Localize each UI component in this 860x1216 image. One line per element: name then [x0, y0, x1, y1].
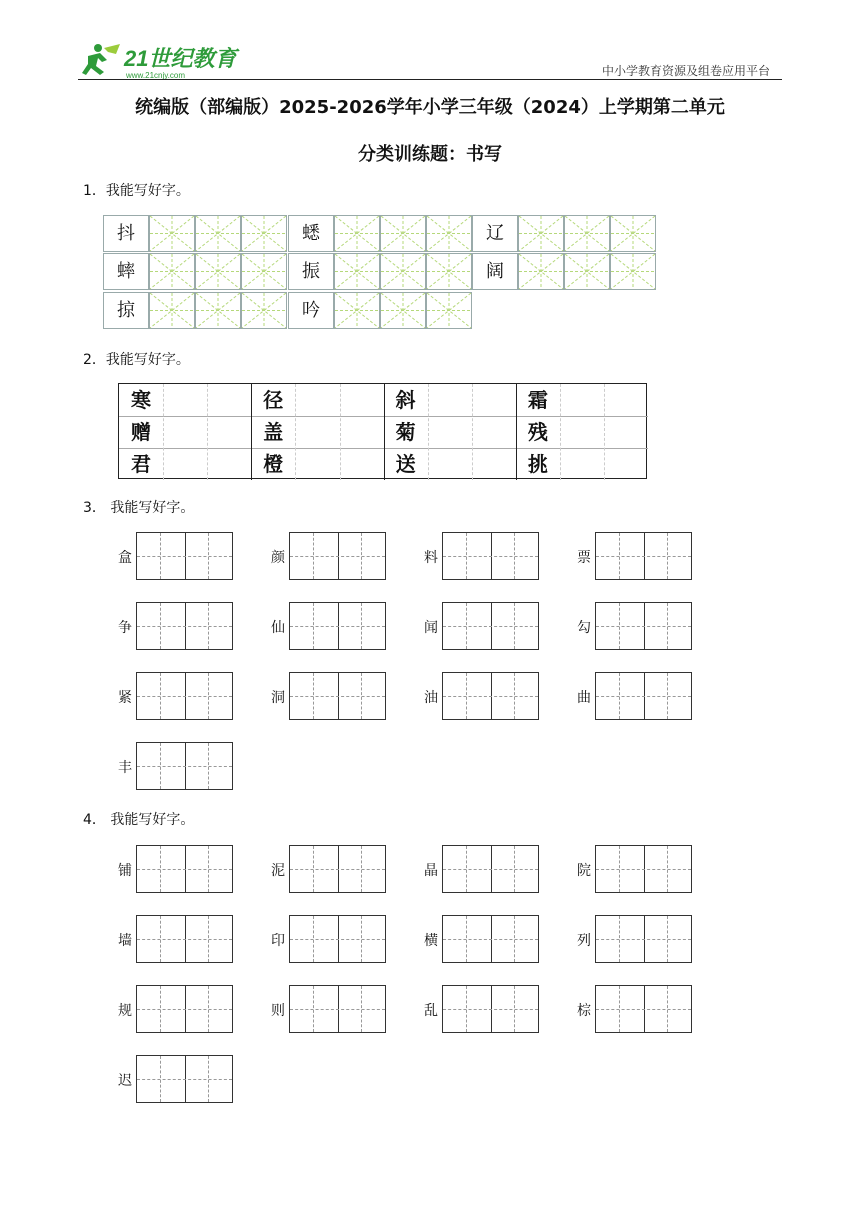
q2-label: 2．我能写好字。 [83, 352, 190, 368]
grid-guide-line [160, 986, 161, 1032]
logo-text: 21世纪教育 [124, 46, 237, 71]
grid-guide-line [466, 846, 467, 892]
q4-writing-box[interactable] [289, 985, 386, 1033]
grid-guide-line [514, 846, 515, 892]
grid-guide-line [619, 916, 620, 962]
q4-character: 乱 [424, 1003, 438, 1019]
q4-writing-box[interactable] [136, 845, 233, 893]
q4-character: 迟 [118, 1073, 132, 1089]
q3-character: 票 [577, 550, 591, 566]
grid-guide-line [514, 916, 515, 962]
q3-character: 盒 [118, 550, 132, 566]
grid-guide-line [290, 1009, 385, 1010]
q1-label: 1．我能写好字。 [83, 183, 190, 199]
q3-character: 料 [424, 550, 438, 566]
q3-character: 丰 [118, 760, 132, 776]
q1-character: 抖 [117, 223, 135, 244]
grid-guide-line [208, 986, 209, 1032]
q2-character: 盖 [263, 420, 284, 444]
q3-character: 争 [118, 620, 132, 636]
grid-guide-line [160, 1056, 161, 1102]
q2-character: 挑 [527, 452, 548, 476]
grid-guide-line [160, 846, 161, 892]
grid-guide-line [313, 846, 314, 892]
q3-character: 紧 [118, 690, 132, 706]
logo-url: www.21cnjy.com [126, 71, 185, 80]
grid-guide-line [443, 869, 538, 870]
q1-character: 掠 [117, 300, 135, 321]
q4-character: 列 [577, 933, 591, 949]
grid-guide-line [596, 869, 691, 870]
grid-guide-line [137, 1009, 232, 1010]
q3-character: 仙 [271, 620, 285, 636]
q4-writing-box[interactable] [595, 985, 692, 1033]
grid-guide-line [313, 986, 314, 1032]
grid-guide-line [313, 916, 314, 962]
q4-character: 横 [424, 933, 438, 949]
q4-character: 铺 [118, 863, 132, 879]
grid-guide-line [361, 986, 362, 1032]
q4-writing-box[interactable] [289, 915, 386, 963]
grid-guide-line [290, 939, 385, 940]
q1-character: 辽 [486, 223, 504, 244]
q2-character: 君 [131, 452, 151, 476]
grid-guide-line [361, 846, 362, 892]
q3-character: 颜 [271, 550, 285, 566]
q1-character: 蟋 [302, 223, 320, 244]
q2-character: 残 [527, 420, 548, 444]
q4-writing-box[interactable] [136, 915, 233, 963]
q4-character: 院 [577, 863, 591, 879]
q2-character: 霜 [527, 388, 548, 412]
grid-guide-line [514, 986, 515, 1032]
grid-guide-line [208, 846, 209, 892]
grid-guide-line [667, 986, 668, 1032]
page-title: 统编版（部编版）2025-2026学年小学三年级（2024）上学期第二单元 [135, 97, 725, 118]
q2-character: 寒 [131, 388, 151, 412]
q4-writing-box[interactable] [289, 845, 386, 893]
q3-label: 3． 我能写好字。 [83, 500, 195, 516]
q1-character: 阔 [486, 261, 504, 282]
q4-character: 晶 [424, 863, 438, 879]
grid-guide-line [160, 916, 161, 962]
q2-character: 斜 [395, 388, 416, 412]
grid-guide-line [596, 1009, 691, 1010]
grid-guide-line [443, 939, 538, 940]
grid-guide-line [443, 1009, 538, 1010]
q4-character: 泥 [271, 863, 285, 879]
q4-character: 则 [271, 1003, 285, 1019]
grid-guide-line [466, 916, 467, 962]
q1-character: 吟 [302, 300, 320, 321]
q4-writing-box[interactable] [442, 915, 539, 963]
q4-writing-box[interactable] [595, 845, 692, 893]
q4-character: 棕 [577, 1003, 591, 1019]
page-subtitle: 分类训练题：书写 [358, 144, 502, 165]
q4-writing-box[interactable] [442, 985, 539, 1033]
q3-character: 油 [424, 690, 438, 706]
grid-guide-line [137, 939, 232, 940]
q2-character: 赠 [131, 420, 151, 444]
q4-writing-box[interactable] [595, 915, 692, 963]
grid-guide-line [361, 916, 362, 962]
grid-guide-line [619, 986, 620, 1032]
grid-guide-line [208, 916, 209, 962]
q4-character: 规 [118, 1003, 132, 1019]
q2-character: 橙 [263, 452, 284, 476]
q1-character: 振 [302, 261, 320, 282]
q2-character: 径 [263, 388, 284, 412]
q2-character: 送 [395, 452, 416, 476]
q4-label: 4． 我能写好字。 [83, 812, 195, 828]
q4-writing-box[interactable] [136, 985, 233, 1033]
q3-character: 曲 [577, 690, 591, 706]
q4-writing-box[interactable] [136, 1055, 233, 1103]
grid-guide-line [208, 1056, 209, 1102]
q4-writing-box[interactable] [442, 845, 539, 893]
grid-guide-line [137, 869, 232, 870]
q2-character: 菊 [395, 420, 416, 444]
grid-guide-line [619, 846, 620, 892]
platform-name: 中小学教育资源及组卷应用平台 [601, 64, 770, 78]
grid-guide-line [596, 939, 691, 940]
q4-character: 墙 [118, 933, 132, 949]
grid-guide-line [667, 846, 668, 892]
grid-guide-line [667, 916, 668, 962]
grid-guide-line [290, 869, 385, 870]
q4-character: 印 [271, 933, 285, 949]
grid-guide-line [137, 1079, 232, 1080]
q1-character: 蟀 [117, 261, 135, 282]
q3-character: 洞 [271, 690, 285, 706]
grid-guide-line [466, 986, 467, 1032]
q3-character: 勾 [577, 620, 591, 636]
q3-character: 闻 [424, 620, 438, 636]
